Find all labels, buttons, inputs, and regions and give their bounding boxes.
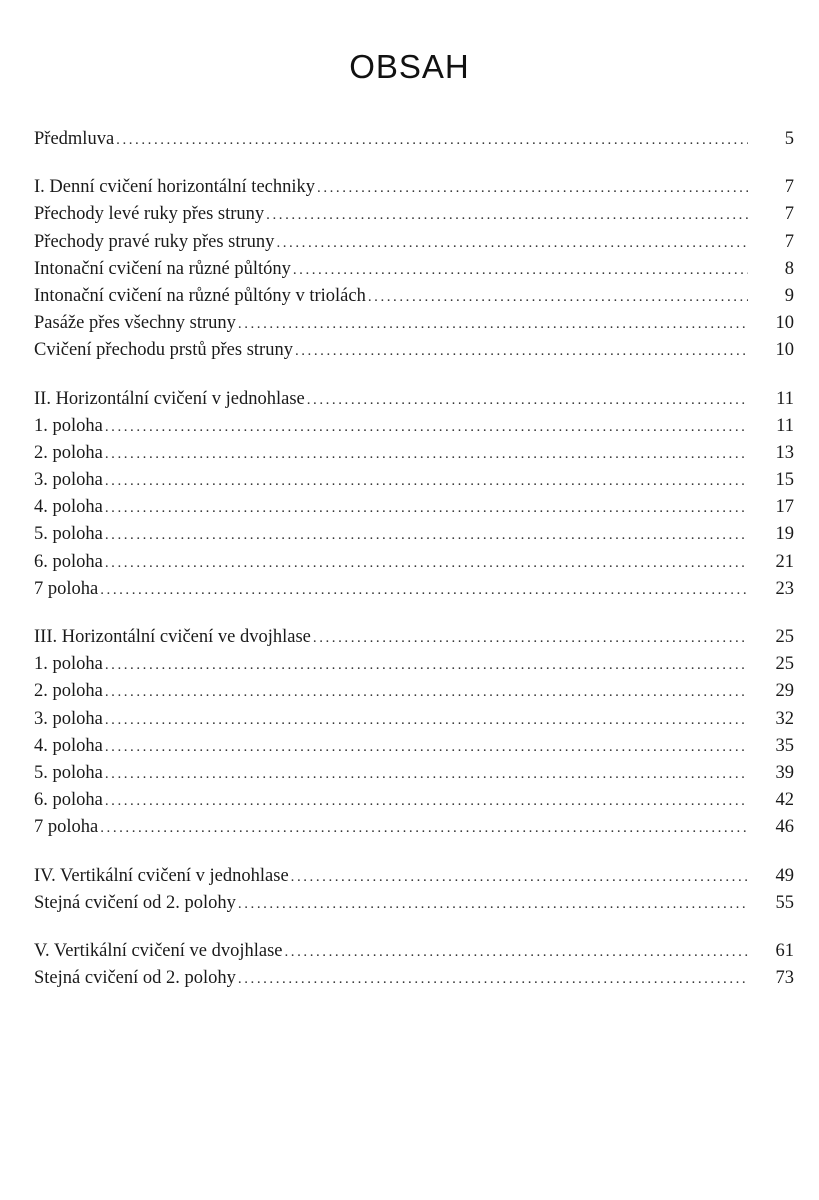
toc-chapter-entry: [34, 386, 794, 413]
toc-entry-label: Stejná cvičení od 2. polohy: [34, 892, 236, 913]
toc-entry: [34, 651, 794, 678]
dot-leader: [317, 175, 748, 202]
toc-entry: [34, 283, 794, 310]
toc-entry-page-number: 55: [775, 892, 794, 913]
dot-leader: [105, 679, 748, 706]
toc-entry-label: 1. poloha: [34, 654, 103, 675]
dot-leader: [105, 734, 748, 761]
toc-entry-page-number: 7: [784, 231, 794, 252]
toc-entry: [34, 467, 794, 494]
page-title: OBSAH: [349, 48, 470, 85]
toc-entry-page-number: 35: [775, 735, 794, 756]
toc-entry-label: 1. poloha: [34, 415, 103, 436]
toc-entry-page-number: 15: [775, 470, 794, 491]
toc-entry-page-number: 9: [784, 285, 794, 306]
dot-leader: [105, 441, 748, 468]
toc-entry: [34, 440, 794, 467]
toc-entry-label: Pasáže přes všechny struny: [34, 313, 236, 334]
toc-section: [34, 863, 794, 917]
toc-entry-label: I. Denní cvičení horizontální techniky: [34, 177, 316, 198]
dot-leader: [238, 891, 748, 918]
toc-entry-label: 5. poloha: [34, 524, 103, 545]
toc-entry-label: 5. poloha: [34, 762, 103, 783]
dot-leader: [276, 230, 748, 257]
toc-entry: [34, 678, 794, 705]
toc-entry-label: 6. poloha: [34, 790, 103, 811]
dot-leader: [105, 468, 748, 495]
toc-entry: [34, 706, 794, 733]
dot-leader: [307, 387, 748, 414]
dot-leader: [105, 550, 748, 577]
toc-section: [34, 624, 794, 842]
toc-entry: [34, 256, 794, 283]
toc-entry-page-number: 25: [775, 627, 794, 647]
toc-entry: [34, 787, 794, 814]
toc-entry-page-number: 11: [776, 388, 794, 409]
dot-leader: [291, 864, 748, 891]
toc-entry-page-number: 32: [775, 708, 794, 729]
toc-entry: [34, 413, 794, 440]
dot-leader: [368, 284, 748, 311]
toc-entry-label: Přechody levé ruky přes struny: [34, 204, 265, 225]
toc-entry-label: II. Horizontální cvičení v jednohlase: [34, 388, 305, 409]
toc-entry-label: 2. poloha: [34, 442, 103, 463]
toc-entry-page-number: 23: [775, 578, 794, 599]
toc-entry-label: Předmluva: [34, 129, 115, 149]
toc-entry-page-number: 11: [776, 415, 794, 436]
toc-entry-page-number: 61: [775, 940, 794, 961]
dot-leader: [105, 522, 748, 549]
toc-entry: [34, 494, 794, 521]
toc-entry: [34, 965, 794, 992]
dot-leader: [105, 495, 748, 522]
toc-entry-page-number: 73: [775, 968, 794, 989]
toc-entry-page-number: 7: [784, 204, 794, 225]
toc-entry: [34, 310, 794, 337]
toc-entry: [34, 229, 794, 256]
dot-leader: [105, 414, 748, 441]
toc-entry-label: Cvičení přechodu prstů přes struny: [34, 340, 293, 361]
toc-entry-page-number: 39: [775, 762, 794, 783]
toc-entry-label: 4. poloha: [34, 735, 103, 756]
toc-entry-page-number: 19: [775, 524, 794, 545]
dot-leader: [238, 311, 748, 338]
toc-chapter-entry: [34, 863, 794, 890]
dot-leader: [105, 761, 748, 788]
dot-leader: [293, 257, 748, 284]
toc-entry-label: 3. poloha: [34, 470, 103, 491]
toc-entry: [34, 760, 794, 787]
toc-section: [34, 174, 794, 364]
dot-leader: [105, 652, 748, 679]
toc-entry-label: Přechody pravé ruky přes struny: [34, 231, 275, 252]
toc-entry-page-number: 42: [775, 790, 794, 811]
toc-entry: [34, 126, 794, 153]
toc-entry: [34, 201, 794, 228]
toc-entry-label: 4. poloha: [34, 497, 103, 518]
toc-entry-label: III. Horizontální cvičení ve dvojhlase: [34, 627, 311, 647]
toc-entry-label: Stejná cvičení od 2. polohy: [34, 968, 236, 989]
toc-entry-page-number: 29: [775, 681, 794, 702]
toc-entry-page-number: 13: [775, 442, 794, 463]
toc-entry-page-number: 21: [775, 551, 794, 572]
toc-entry-label: 3. poloha: [34, 708, 103, 729]
toc-entry: [34, 549, 794, 576]
toc-entry-label: Intonační cvičení na různé půltóny: [34, 258, 291, 279]
dot-leader: [105, 707, 748, 734]
toc-entry-label: 7 poloha: [34, 817, 99, 838]
dot-leader: [238, 966, 748, 993]
toc-chapter-entry: [34, 174, 794, 201]
dot-leader: [105, 788, 748, 815]
toc-entry-page-number: 25: [775, 654, 794, 675]
toc-entry: [34, 733, 794, 760]
dot-leader: [116, 127, 748, 154]
toc-section: [34, 938, 794, 992]
dot-leader: [100, 815, 748, 842]
toc-chapter-entry: [34, 938, 794, 965]
toc-entry-page-number: 46: [775, 817, 794, 838]
toc-entry-label: 7 poloha: [34, 578, 99, 599]
toc-entry-page-number: 5: [784, 129, 794, 149]
toc-entry-page-number: 7: [784, 177, 794, 198]
dot-leader: [266, 202, 748, 229]
toc-entry-label: Intonační cvičení na různé půltóny v triolách: [34, 285, 366, 306]
dot-leader: [285, 939, 749, 966]
toc-entry-label: IV. Vertikální cvičení v jednohlase: [34, 865, 289, 886]
toc-entry: [34, 337, 794, 364]
toc-entry-label: 6. poloha: [34, 551, 103, 572]
toc-entry: [34, 890, 794, 917]
toc-section: [34, 126, 794, 153]
dot-leader: [295, 338, 748, 365]
toc-entry-page-number: 10: [775, 340, 794, 361]
dot-leader: [100, 577, 748, 604]
dot-leader: [313, 625, 748, 652]
toc-entry-label: 2. poloha: [34, 681, 103, 702]
toc-entry-label: V. Vertikální cvičení ve dvojhlase: [34, 940, 283, 961]
toc-entry: [34, 521, 794, 548]
toc-entry-page-number: 49: [775, 865, 794, 886]
toc-entry-page-number: 8: [784, 258, 794, 279]
toc-chapter-entry: [34, 624, 794, 651]
table-of-contents: [34, 126, 794, 1013]
toc-entry: [34, 576, 794, 603]
toc-entry-page-number: 17: [775, 497, 794, 518]
toc-section: [34, 386, 794, 604]
toc-entry: [34, 814, 794, 841]
toc-entry-page-number: 10: [775, 313, 794, 334]
